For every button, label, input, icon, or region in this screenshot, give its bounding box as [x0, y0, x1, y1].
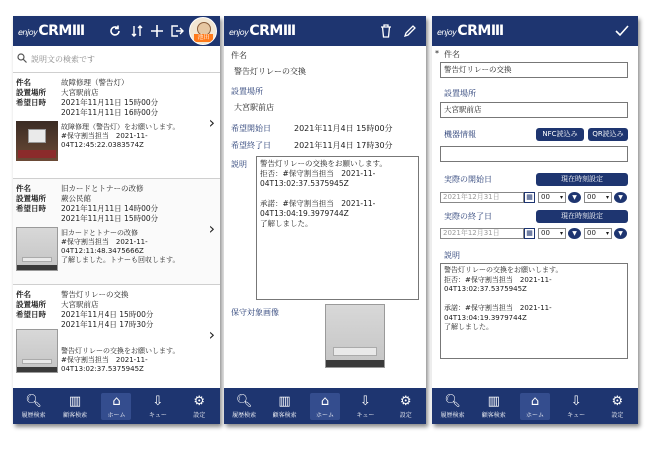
trash-icon[interactable]: [376, 21, 396, 41]
record-date-end: 2021年11月4日 17時30分: [61, 320, 154, 329]
location-label: 設置場所: [444, 89, 476, 98]
set-current-time-button[interactable]: 現在時刻設定: [536, 210, 628, 223]
app-logo: enjoyCRMⅢ: [229, 23, 296, 39]
set-current-time-button[interactable]: 現在時刻設定: [536, 173, 628, 186]
actual-start-label: 実際の開始日: [444, 175, 492, 184]
nav-home[interactable]: ⌂ ホーム: [310, 393, 340, 420]
book-icon: ▥: [68, 393, 82, 409]
bottom-nav: [224, 388, 426, 424]
nav-settings[interactable]: ⚙ 設定: [193, 393, 206, 419]
record-description: 警告灯リレーの交換をお願いします。 #保守割当担当 2021-11-04T13:02:37.5375945Z: [61, 347, 180, 373]
nav-customer-search[interactable]: ▥ 顧客検索: [481, 393, 506, 419]
record-date-end: 2021年11月11日 16時00分: [61, 108, 159, 117]
actual-end-minute-select[interactable]: 00 ▾: [584, 228, 612, 239]
checkmark-icon[interactable]: [612, 21, 632, 41]
home-icon: ⌂: [530, 393, 540, 409]
record-date-start: 2021年11月11日 15時00分: [61, 98, 159, 107]
start-label: 希望開始日: [231, 124, 271, 133]
sort-icon[interactable]: [127, 21, 147, 41]
name-label: 件名: [16, 184, 31, 193]
nav-history-search[interactable]: 🔍︎ 履歴検索: [21, 393, 46, 419]
record-date-end: 2021年11月11日 15時00分: [61, 214, 159, 223]
inbox-icon: ⇩: [359, 393, 371, 409]
phone-edit-screen: [432, 16, 638, 424]
edit-pencil-icon[interactable]: [400, 21, 420, 41]
record-thumbnail: [16, 329, 58, 373]
app-header: [432, 16, 638, 46]
app-logo: enjoyCRMⅢ: [437, 23, 504, 39]
detail-end: 2021年11月4日 17時30分: [294, 141, 393, 150]
nav-settings[interactable]: ⚙ 設定: [611, 393, 624, 419]
record-location: 大宮駅前店: [61, 300, 99, 309]
book-icon: ▥: [278, 393, 291, 409]
nav-customer-search[interactable]: ▥ 顧客検索: [272, 393, 297, 419]
app-header: [13, 16, 220, 46]
home-icon: ⌂: [320, 393, 330, 409]
date-label: 希望日時: [16, 204, 46, 213]
search-icon: 🔍︎: [235, 393, 253, 409]
actual-start-hour-select[interactable]: 00 ▾: [538, 192, 566, 203]
calendar-icon[interactable]: ▦: [524, 228, 535, 239]
qr-read-button[interactable]: QR読込み: [588, 128, 628, 141]
actual-end-date-input[interactable]: 2021年12月31日: [440, 228, 524, 239]
phone-list-screen: [13, 16, 220, 424]
nav-settings[interactable]: ⚙ 設定: [399, 393, 412, 419]
phone-detail-screen: [224, 16, 426, 424]
nav-queue[interactable]: ⇩ キュー: [356, 393, 375, 419]
book-icon: ▥: [487, 393, 500, 409]
detail-location: 大宮駅前店: [234, 103, 274, 112]
chevron-down-icon[interactable]: ▼: [614, 228, 627, 239]
detail-name: 警告灯リレーの交換: [234, 67, 306, 76]
image-label: 保守対象画像: [231, 308, 279, 317]
location-label: 設置場所: [16, 300, 46, 309]
record-date-start: 2021年11月11日 14時00分: [61, 204, 159, 213]
record-description: 旧カードとトナーの改修 #保守割当担当 2021-11-04T12:11:48.3475666Z 了解しました。トナーも回収します。: [61, 229, 180, 264]
calendar-icon[interactable]: ▦: [524, 192, 535, 203]
name-input[interactable]: 警告灯リレーの交換: [440, 62, 628, 78]
actual-end-hour-select[interactable]: 00 ▾: [538, 228, 566, 239]
nav-queue[interactable]: ⇩ キュー: [567, 393, 586, 419]
chevron-down-icon[interactable]: ▼: [568, 192, 581, 203]
record-description: 故障修理（警告灯）をお願いします。 #保守割当担当 2021-11-04T12:45:22.0383574Z: [61, 123, 180, 149]
location-label: 設置場所: [16, 194, 46, 203]
app-header: [224, 16, 426, 46]
location-input[interactable]: 大宮駅前店: [440, 102, 628, 118]
user-avatar[interactable]: [189, 17, 217, 45]
nav-queue[interactable]: ⇩ キュー: [148, 393, 167, 419]
date-label: 希望日時: [16, 98, 46, 107]
name-label: 件名: [16, 78, 31, 87]
refresh-icon[interactable]: [105, 21, 125, 41]
chevron-down-icon[interactable]: ▼: [568, 228, 581, 239]
chevron-right-icon[interactable]: ›: [208, 113, 215, 132]
record-thumbnail: [16, 227, 58, 271]
bottom-nav: [13, 388, 220, 424]
chevron-right-icon[interactable]: ›: [208, 219, 215, 238]
add-icon[interactable]: [147, 21, 167, 41]
search-input[interactable]: 説明文の検索です: [31, 54, 95, 64]
nav-history-search[interactable]: 🔍︎ 履歴検索: [232, 393, 257, 419]
gear-icon: ⚙: [399, 393, 412, 409]
detail-description: 警告灯リレーの交換をお願いします。 拒否：#保守割当担当 2021-11-04T13:02:37.5375945Z 承諾：#保守割当担当 2021-11-04T13:04:19.3979744Z 了解しました。: [260, 159, 387, 228]
record-thumbnail: [16, 121, 58, 161]
detail-start: 2021年11月4日 15時00分: [294, 124, 393, 133]
name-label: 件名: [16, 290, 31, 299]
nfc-read-button[interactable]: NFC読込み: [536, 128, 584, 141]
actual-end-label: 実際の終了日: [444, 212, 492, 221]
gear-icon: ⚙: [193, 393, 206, 409]
record-name: 旧カードとトナーの改修: [61, 184, 144, 193]
name-label: 件名: [231, 51, 247, 60]
required-mark: *: [435, 49, 439, 58]
gear-icon: ⚙: [611, 393, 624, 409]
list-item[interactable]: [13, 284, 220, 390]
actual-start-date-input[interactable]: 2021年12月31日: [440, 192, 524, 203]
inbox-icon: ⇩: [152, 393, 164, 409]
nav-home[interactable]: ⌂ ホーム: [520, 393, 550, 420]
record-location: 蕨公民館: [61, 194, 91, 203]
actual-start-minute-select[interactable]: 00 ▾: [584, 192, 612, 203]
date-label: 希望日時: [16, 310, 46, 319]
bottom-nav: [432, 388, 638, 424]
description-label: 説明: [444, 251, 460, 260]
device-input[interactable]: [440, 146, 628, 162]
search-icon: 🔍︎: [444, 393, 461, 409]
record-date-start: 2021年11月4日 15時00分: [61, 310, 154, 319]
search-icon: [17, 53, 31, 66]
location-label: 設置場所: [16, 88, 46, 97]
record-location: 大宮駅前店: [61, 88, 99, 97]
name-label: 件名: [444, 50, 460, 59]
record-name: 警告灯リレーの交換: [61, 290, 129, 299]
search-icon: 🔍︎: [25, 393, 42, 409]
search-bar[interactable]: [17, 50, 216, 68]
device-label: 機器情報: [444, 130, 476, 139]
maintenance-target-image[interactable]: [325, 304, 385, 368]
home-icon: ⌂: [112, 393, 121, 409]
nav-home[interactable]: ⌂ ホーム: [101, 393, 131, 420]
inbox-icon: ⇩: [570, 393, 582, 409]
description-label: 説明: [231, 160, 247, 169]
end-label: 希望終了日: [231, 141, 271, 150]
chevron-down-icon[interactable]: ▼: [614, 192, 627, 203]
avatar-name-badge: 池田: [194, 34, 213, 42]
location-label: 設置場所: [231, 87, 263, 96]
list-item[interactable]: [13, 72, 220, 178]
nav-customer-search[interactable]: ▥ 顧客検索: [63, 393, 88, 419]
record-name: 故障修理（警告灯）: [61, 78, 129, 87]
logout-icon[interactable]: [167, 21, 187, 41]
app-logo: enjoyCRMⅢ: [18, 23, 85, 39]
nav-history-search[interactable]: 🔍︎ 履歴検索: [440, 393, 465, 419]
list-item[interactable]: [13, 178, 220, 284]
chevron-right-icon[interactable]: ›: [208, 325, 215, 344]
description-textarea[interactable]: 警告灯リレーの交換をお願いします。 拒否：#保守割当担当 2021-11-04T13:02:37.5375945Z 承諾：#保守割当担当 2021-11-04T13:04:19.3979744Z 了解しました。: [440, 263, 628, 359]
description-box: [256, 156, 419, 300]
